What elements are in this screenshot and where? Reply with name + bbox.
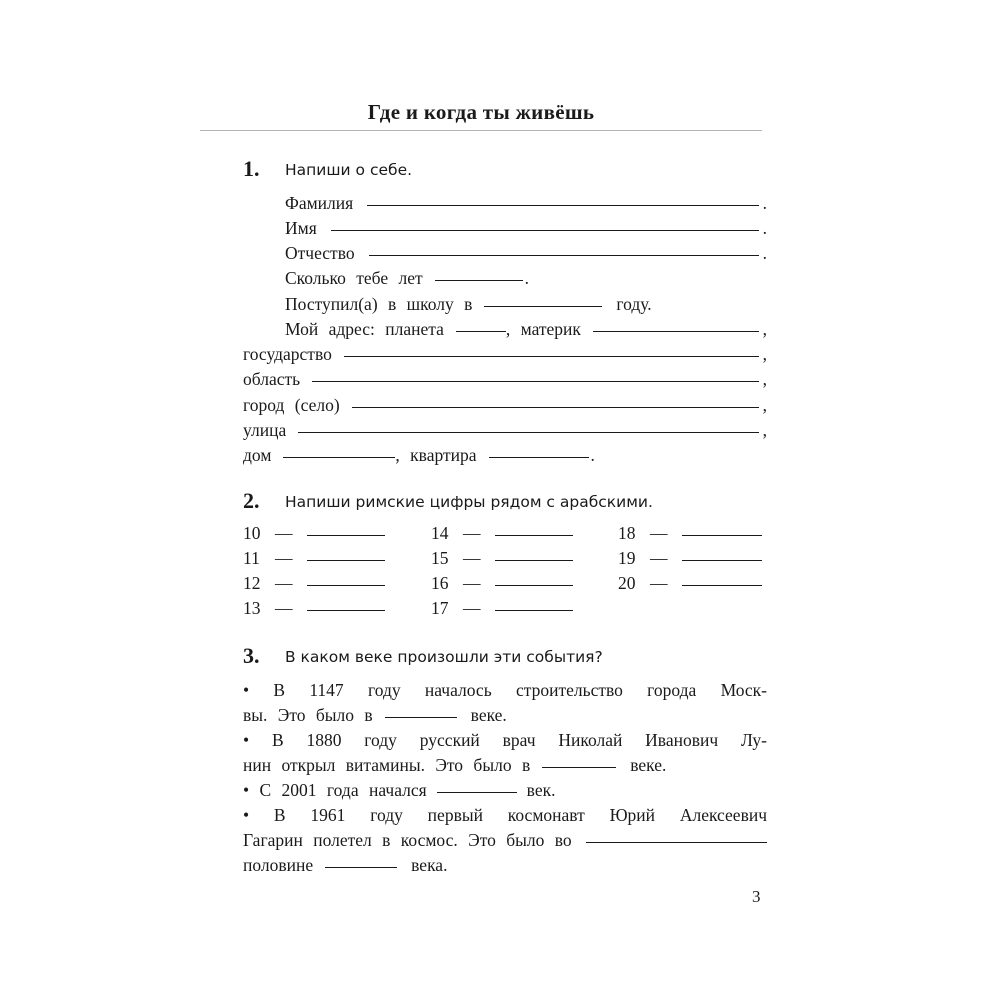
dash: — <box>463 573 481 593</box>
surname-label: Фамилия <box>285 193 354 213</box>
dash: — <box>275 598 293 618</box>
event-1-text-a: вы. Это было в <box>243 705 373 725</box>
task-2-prompt: Напиши римские цифры рядом с арабскими. <box>285 493 653 511</box>
dash: — <box>463 548 481 568</box>
dash: — <box>463 523 481 543</box>
event-3-century-blank[interactable] <box>437 792 517 793</box>
city-comma: , <box>762 395 767 415</box>
house-blank[interactable] <box>283 457 395 458</box>
event-3-text-a: • С 2001 года начался <box>243 780 427 800</box>
task-3-prompt: В каком веке произошли эти события? <box>285 648 603 666</box>
event-2-century-blank[interactable] <box>542 767 616 768</box>
age-label: Сколько тебе лет <box>285 268 423 288</box>
task-2-number: 2. <box>243 488 260 513</box>
roman-blank[interactable] <box>307 585 385 586</box>
age-blank[interactable] <box>435 280 523 281</box>
roman-blank[interactable] <box>682 535 762 536</box>
event-2-text-a: нин открыл витамины. Это было в <box>243 755 531 775</box>
city-row <box>243 395 767 416</box>
numeral-item <box>618 523 762 544</box>
numeral-item <box>431 598 573 619</box>
continent-label: , материк <box>505 319 581 339</box>
arabic-number: 13 <box>243 598 261 618</box>
numeral-item <box>243 598 385 619</box>
arabic-number: 19 <box>618 548 636 568</box>
event-4-text-a: Гагарин полетел в космос. Это было во <box>243 830 572 850</box>
city-label: город (село) <box>243 395 340 415</box>
region-label: область <box>243 369 301 389</box>
dash: — <box>650 573 668 593</box>
school-year-blank[interactable] <box>484 306 602 307</box>
planet-blank[interactable] <box>456 331 506 332</box>
event-4-text: • В 1961 году первый космонавт Юрий Алексеевич <box>243 805 767 825</box>
arabic-number: 12 <box>243 573 261 593</box>
event-2-text: • В 1880 году русский врач Николай Иванович Лу- <box>243 730 767 750</box>
numeral-item <box>243 523 385 544</box>
roman-blank[interactable] <box>495 560 573 561</box>
apartment-blank[interactable] <box>489 457 589 458</box>
event-4-line-3 <box>243 855 447 876</box>
patronymic-period: . <box>762 243 767 263</box>
continent-comma: , <box>762 319 767 339</box>
numeral-item <box>618 548 762 569</box>
state-label: государство <box>243 344 332 364</box>
street-label: улица <box>243 420 287 440</box>
event-3-line <box>243 780 555 801</box>
roman-blank[interactable] <box>495 535 573 536</box>
region-blank[interactable] <box>312 381 759 382</box>
surname-blank[interactable] <box>367 205 758 206</box>
street-blank[interactable] <box>298 432 758 433</box>
school-label: Поступил(а) в школу в <box>285 294 473 314</box>
arabic-number: 18 <box>618 523 636 543</box>
street-comma: , <box>762 420 767 440</box>
patronymic-blank[interactable] <box>369 255 759 256</box>
name-blank[interactable] <box>331 230 759 231</box>
task-3-number: 3. <box>243 643 260 668</box>
house-label: дом <box>243 445 272 465</box>
title-divider <box>200 130 762 131</box>
dash: — <box>275 548 293 568</box>
region-comma: , <box>762 369 767 389</box>
event-4-line-2 <box>243 830 767 851</box>
name-period: . <box>762 218 767 238</box>
event-1-text-b: веке. <box>470 705 507 725</box>
age-row <box>285 268 529 289</box>
patronymic-label: Отчество <box>285 243 355 263</box>
event-4-text-c: века. <box>411 855 448 875</box>
numeral-item <box>431 573 573 594</box>
apartment-period: . <box>590 445 595 465</box>
name-label: Имя <box>285 218 317 238</box>
numeral-item <box>431 548 573 569</box>
event-2-line-1 <box>243 730 767 751</box>
name-row <box>285 218 767 239</box>
event-1-century-blank[interactable] <box>385 717 457 718</box>
state-comma: , <box>762 344 767 364</box>
house-row <box>243 445 595 466</box>
state-row <box>243 344 767 365</box>
dash: — <box>650 523 668 543</box>
numeral-item <box>431 523 573 544</box>
task-1-prompt: Напиши о себе. <box>285 161 413 179</box>
roman-blank[interactable] <box>307 610 385 611</box>
event-4-century-blank[interactable] <box>325 867 397 868</box>
event-1-text: • В 1147 году началось строительство города Моск- <box>243 680 767 700</box>
page-number: 3 <box>752 887 761 906</box>
event-1-line-1 <box>243 680 767 701</box>
arabic-number: 16 <box>431 573 449 593</box>
apartment-label: , квартира <box>395 445 477 465</box>
event-3-text-b: век. <box>526 780 556 800</box>
state-blank[interactable] <box>344 356 759 357</box>
event-4-half-blank[interactable] <box>586 842 767 843</box>
school-row <box>285 294 652 315</box>
street-row <box>243 420 767 441</box>
address-row <box>285 319 767 340</box>
arabic-number: 20 <box>618 573 636 593</box>
surname-row <box>285 193 767 214</box>
event-4-text-b: половине <box>243 855 314 875</box>
task-1-number: 1. <box>243 156 260 181</box>
arabic-number: 14 <box>431 523 449 543</box>
numeral-item <box>618 573 762 594</box>
roman-blank[interactable] <box>307 560 385 561</box>
age-period: . <box>524 268 530 288</box>
region-row <box>243 369 767 390</box>
surname-period: . <box>762 193 767 213</box>
planet-label: Мой адрес: планета <box>285 319 444 339</box>
arabic-number: 15 <box>431 548 449 568</box>
roman-blank[interactable] <box>307 535 385 536</box>
dash: — <box>650 548 668 568</box>
patronymic-row <box>285 243 767 264</box>
arabic-number: 17 <box>431 598 449 618</box>
numeral-item <box>243 548 385 569</box>
event-1-line-2 <box>243 705 507 726</box>
dash: — <box>275 573 293 593</box>
roman-blank[interactable] <box>495 585 573 586</box>
roman-blank[interactable] <box>682 585 762 586</box>
arabic-number: 11 <box>243 548 260 568</box>
dash: — <box>463 598 481 618</box>
dash: — <box>275 523 293 543</box>
arabic-number: 10 <box>243 523 261 543</box>
roman-blank[interactable] <box>682 560 762 561</box>
roman-blank[interactable] <box>495 610 573 611</box>
page-title: Где и когда ты живёшь <box>367 100 595 124</box>
event-2-line-2 <box>243 755 666 776</box>
numeral-item <box>243 573 385 594</box>
city-blank[interactable] <box>352 407 759 408</box>
school-suffix: году. <box>616 294 652 314</box>
event-2-text-b: веке. <box>630 755 667 775</box>
event-4-line-1 <box>243 805 767 826</box>
continent-blank[interactable] <box>593 331 759 332</box>
